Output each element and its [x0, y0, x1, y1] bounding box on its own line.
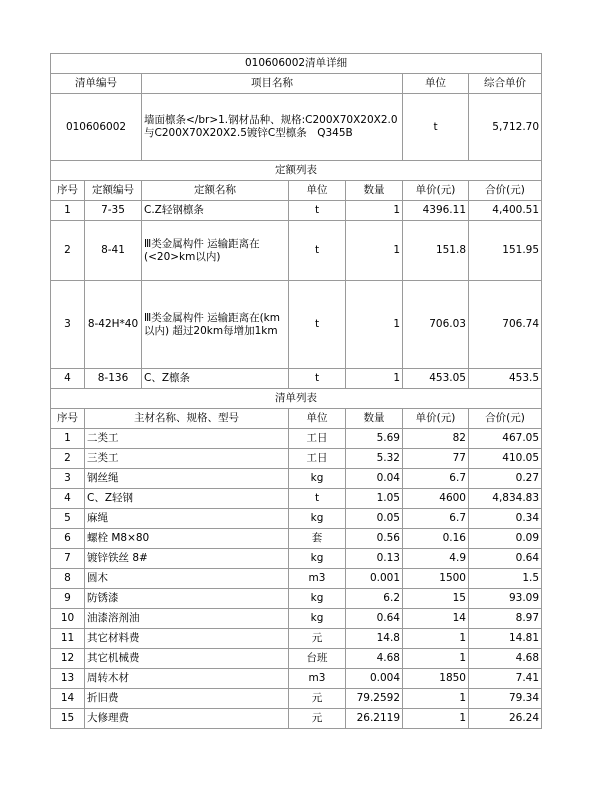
material-unit: 工日 [289, 429, 346, 449]
material-no: 4 [51, 489, 85, 509]
material-no: 13 [51, 669, 85, 689]
material-row [51, 589, 542, 609]
quota-col-header: 单价(元) [403, 181, 469, 201]
quota-col-header: 数量 [346, 181, 403, 201]
material-qty: 0.64 [346, 609, 403, 629]
material-name: 大修理费 [85, 709, 289, 729]
quota-row [51, 281, 542, 369]
material-unit: 工日 [289, 449, 346, 469]
quota-qty: 1 [346, 221, 403, 281]
quota-price: 4396.11 [403, 201, 469, 221]
material-name: 其它材料费 [85, 629, 289, 649]
material-no: 14 [51, 689, 85, 709]
material-qty: 0.56 [346, 529, 403, 549]
material-qty: 0.05 [346, 509, 403, 529]
material-total: 79.34 [469, 689, 542, 709]
quota-code: 7-35 [85, 201, 142, 221]
material-qty: 0.13 [346, 549, 403, 569]
material-price: 4.9 [403, 549, 469, 569]
material-qty: 0.004 [346, 669, 403, 689]
material-price: 14 [403, 609, 469, 629]
quota-no: 1 [51, 201, 85, 221]
quota-price: 706.03 [403, 281, 469, 369]
material-price: 1 [403, 649, 469, 669]
material-unit: kg [289, 549, 346, 569]
quota-qty: 1 [346, 369, 403, 389]
page-title: 010606002清单详细 [51, 54, 542, 74]
material-unit: kg [289, 509, 346, 529]
material-name: C、Z轻钢 [85, 489, 289, 509]
material-row [51, 549, 542, 569]
bill-price: 5,712.70 [469, 94, 542, 161]
materials-col-header: 序号 [51, 409, 85, 429]
quota-row [51, 369, 542, 389]
material-row [51, 609, 542, 629]
material-price: 1850 [403, 669, 469, 689]
quota-unit: t [289, 281, 346, 369]
material-price: 1 [403, 629, 469, 649]
quota-name: C.Z轻钢檩条 [142, 201, 289, 221]
material-name: 镀锌铁丝 8# [85, 549, 289, 569]
quota-no: 3 [51, 281, 85, 369]
material-row [51, 529, 542, 549]
materials-col-header: 数量 [346, 409, 403, 429]
quota-col-header: 单位 [289, 181, 346, 201]
materials-col-header: 合价(元) [469, 409, 542, 429]
material-no: 10 [51, 609, 85, 629]
material-name: 圆木 [85, 569, 289, 589]
material-total: 4.68 [469, 649, 542, 669]
quota-col-header: 定额名称 [142, 181, 289, 201]
material-row [51, 629, 542, 649]
material-price: 77 [403, 449, 469, 469]
material-qty: 5.32 [346, 449, 403, 469]
material-unit: kg [289, 609, 346, 629]
quota-price: 453.05 [403, 369, 469, 389]
material-no: 8 [51, 569, 85, 589]
material-no: 11 [51, 629, 85, 649]
material-total: 0.09 [469, 529, 542, 549]
quota-total: 151.95 [469, 221, 542, 281]
material-qty: 0.04 [346, 469, 403, 489]
material-price: 6.7 [403, 469, 469, 489]
quota-unit: t [289, 201, 346, 221]
quota-no: 4 [51, 369, 85, 389]
quota-qty: 1 [346, 201, 403, 221]
material-unit: 元 [289, 709, 346, 729]
material-price: 1 [403, 709, 469, 729]
quota-row [51, 221, 542, 281]
material-qty: 4.68 [346, 649, 403, 669]
material-total: 0.64 [469, 549, 542, 569]
material-total: 467.05 [469, 429, 542, 449]
material-price: 82 [403, 429, 469, 449]
quota-name: Ⅲ类金属构件 运输距离在(km以内) 超过20km每增加1km [142, 281, 289, 369]
material-total: 26.24 [469, 709, 542, 729]
material-row [51, 709, 542, 729]
quota-section-title: 定额列表 [51, 161, 542, 181]
col-header-unit: 单位 [403, 74, 469, 94]
material-unit: 元 [289, 689, 346, 709]
material-row [51, 469, 542, 489]
quota-unit: t [289, 221, 346, 281]
bill-name: 墙面檩条</br>1.钢材品种、规格:C200X70X20X2.0与C200X70X20X2.5镀锌C型檩条 Q345B [142, 94, 403, 161]
material-no: 15 [51, 709, 85, 729]
material-no: 1 [51, 429, 85, 449]
material-no: 9 [51, 589, 85, 609]
material-total: 14.81 [469, 629, 542, 649]
material-price: 4600 [403, 489, 469, 509]
material-price: 15 [403, 589, 469, 609]
material-price: 0.16 [403, 529, 469, 549]
material-row [51, 489, 542, 509]
material-name: 周转木材 [85, 669, 289, 689]
material-row [51, 569, 542, 589]
material-qty: 5.69 [346, 429, 403, 449]
quota-code: 8-41 [85, 221, 142, 281]
quota-row [51, 201, 542, 221]
quota-header-row [51, 181, 542, 201]
material-price: 6.7 [403, 509, 469, 529]
material-qty: 26.2119 [346, 709, 403, 729]
col-header-price: 综合单价 [469, 74, 542, 94]
materials-section-title: 清单列表 [51, 389, 542, 409]
material-row [51, 509, 542, 529]
quota-code: 8-42H*40 [85, 281, 142, 369]
material-row [51, 649, 542, 669]
materials-section-row [51, 389, 542, 409]
quota-col-header: 合价(元) [469, 181, 542, 201]
material-unit: m3 [289, 669, 346, 689]
material-name: 螺栓 M8×80 [85, 529, 289, 549]
bill-code: 010606002 [51, 94, 142, 161]
material-unit: m3 [289, 569, 346, 589]
material-name: 三类工 [85, 449, 289, 469]
material-unit: 套 [289, 529, 346, 549]
quota-total: 4,400.51 [469, 201, 542, 221]
quota-name: Ⅲ类金属构件 运输距离在(<20>km以内) [142, 221, 289, 281]
quota-name: C、Z檩条 [142, 369, 289, 389]
quota-total: 453.5 [469, 369, 542, 389]
materials-col-header: 单价(元) [403, 409, 469, 429]
material-unit: kg [289, 469, 346, 489]
quota-col-header: 序号 [51, 181, 85, 201]
col-header-name: 项目名称 [142, 74, 403, 94]
material-unit: 元 [289, 629, 346, 649]
material-no: 6 [51, 529, 85, 549]
material-total: 410.05 [469, 449, 542, 469]
material-qty: 6.2 [346, 589, 403, 609]
material-unit: kg [289, 589, 346, 609]
material-name: 二类工 [85, 429, 289, 449]
material-no: 7 [51, 549, 85, 569]
material-name: 麻绳 [85, 509, 289, 529]
quota-price: 151.8 [403, 221, 469, 281]
material-name: 其它机械费 [85, 649, 289, 669]
material-qty: 79.2592 [346, 689, 403, 709]
quota-total: 706.74 [469, 281, 542, 369]
material-price: 1 [403, 689, 469, 709]
quota-no: 2 [51, 221, 85, 281]
materials-col-header: 主材名称、规格、型号 [85, 409, 289, 429]
material-qty: 1.05 [346, 489, 403, 509]
material-total: 0.34 [469, 509, 542, 529]
material-no: 2 [51, 449, 85, 469]
material-name: 油漆溶剂油 [85, 609, 289, 629]
materials-col-header: 单位 [289, 409, 346, 429]
material-row [51, 669, 542, 689]
material-total: 4,834.83 [469, 489, 542, 509]
material-total: 8.97 [469, 609, 542, 629]
material-qty: 0.001 [346, 569, 403, 589]
quota-qty: 1 [346, 281, 403, 369]
material-row [51, 689, 542, 709]
material-row [51, 449, 542, 469]
material-name: 防锈漆 [85, 589, 289, 609]
col-header-code: 清单编号 [51, 74, 142, 94]
material-no: 5 [51, 509, 85, 529]
quota-code: 8-136 [85, 369, 142, 389]
material-row [51, 429, 542, 449]
bill-unit: t [403, 94, 469, 161]
material-unit: 台班 [289, 649, 346, 669]
material-name: 折旧费 [85, 689, 289, 709]
material-qty: 14.8 [346, 629, 403, 649]
material-total: 7.41 [469, 669, 542, 689]
material-name: 钢丝绳 [85, 469, 289, 489]
bill-detail-table [50, 53, 542, 729]
material-unit: t [289, 489, 346, 509]
material-no: 12 [51, 649, 85, 669]
quota-col-header: 定额编号 [85, 181, 142, 201]
material-total: 93.09 [469, 589, 542, 609]
material-total: 0.27 [469, 469, 542, 489]
material-no: 3 [51, 469, 85, 489]
quota-unit: t [289, 369, 346, 389]
material-price: 1500 [403, 569, 469, 589]
material-total: 1.5 [469, 569, 542, 589]
materials-header-row [51, 409, 542, 429]
